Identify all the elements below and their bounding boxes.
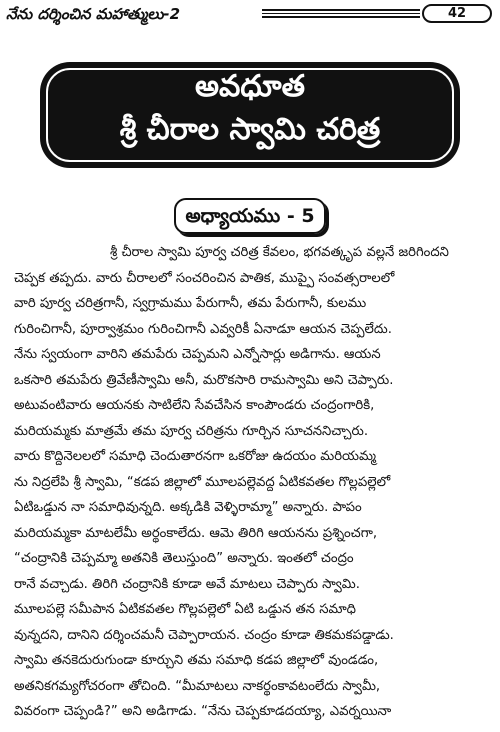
chapter-heading: అధ్యాయము - 5 xyxy=(174,198,326,234)
text-line: ఒకసారి తమపేరు త్రివేణీస్వామి అనీ, మరొకసారి రామస్వామి అని చెప్పారు. xyxy=(14,372,394,388)
text-line: వివరంగా చెప్పండి?” అని అడిగాడు. “నేను చెప్పకూడదయ్యా, ఎవర్నయినా xyxy=(14,704,392,719)
title-line-1: అవధూత xyxy=(195,69,305,104)
text-line: స్వామి తనకెదురుగుండా కూర్చుని తమ సమాధి కడప జిల్లాలో వుండడం, xyxy=(14,653,379,668)
text-line: వున్నదని, దానిని దర్శించమనీ చెప్పారాయన. చంద్రం కూడా తికమకపడ్డాడు. xyxy=(14,627,394,643)
title-banner xyxy=(42,64,458,166)
page-number: 42 xyxy=(422,4,492,23)
body-text xyxy=(14,240,488,725)
text-line: మరియమ్మకా మాటలేమీ అర్థంకాలేదు. ఆమె తిరిగి ఆయనను ప్రశ్నించగా, xyxy=(14,525,378,541)
text-line: ను నిద్రలేపి శ్రీ స్వామి, “కడప జిల్లాలో మూలపల్లెవద్ద ఏటికవతల గొల్లపల్లెలో xyxy=(14,474,391,490)
text-line: చెప్పక తప్పదు. వారు చీరాలలో సంచరించిన పాతిక, ముప్పై సంవత్సరాలలో xyxy=(14,270,395,286)
text-line: “చంద్రానికి చెప్పమ్మా అతనికి తెలుస్తుంది” అన్నారు. ఇంతలో చంద్రం xyxy=(14,551,354,566)
text-line: వారి పూర్వ చరిత్రగానీ, స్వగ్రామము పేరుగానీ, తమ పేరుగానీ, కులము xyxy=(14,296,367,311)
text-line: నేను స్వయంగా వారిని తమపేరు చెప్పమని ఎన్నోసార్లు అడిగాను. ఆయన xyxy=(14,347,381,362)
text-line: అతనికగమ్యగోచరంగా తోచింది. “మీమాటలు నాకర్థంకావటంలేదు స్వామీ, xyxy=(14,678,381,694)
text-line: వారు కొద్దినెలలలో సమాధి చెందుతారనగా ఒకరోజు ఉదయం మరియమ్మ xyxy=(14,449,377,464)
text-line: గురించిగానీ, పూర్వాశ్రమం గురించిగానీ ఎవ్వరికీ ఏనాడూ ఆయన చెప్పలేదు. xyxy=(14,321,392,337)
title-line-2: శ్రీ చీరాల స్వామి చరిత్ర xyxy=(119,112,381,147)
page-header xyxy=(4,4,496,26)
text-line: మూలపల్లె సమీపాన ఏటికవతల గొల్లపల్లెలో ఏటి ఒడ్డున తన సమాధి xyxy=(14,602,356,617)
book-title: నేను దర్శించిన మహాత్ములు-2 xyxy=(6,5,181,23)
text-line: అటువంటివారు ఆయనకు సాటిలేని సేవచేసిన కాంపౌండరు చంద్రంగారికి, xyxy=(14,398,375,413)
text-line: ఏటిఒడ్డున నా సమాధివున్నది. అక్కడికి వెళ్ళిరామ్మా” అన్నారు. పాపం xyxy=(14,500,362,515)
header-rule xyxy=(262,9,420,18)
text-line: రానే వచ్చాడు. తిరిగి చంద్రానికి కూడా అవే మాటలు చెప్పారు స్వామి. xyxy=(14,576,360,592)
text-line: శ్రీ చీరాల స్వామి పూర్వ చరిత్ర కేవలం, భగవత్కృప వల్లనే జరిగిందని xyxy=(110,245,449,260)
text-line: మరియమ్మకు మాత్రమే తమ పూర్వ చరిత్రను గూర్చిన సూచననిచ్చారు. xyxy=(14,423,369,439)
